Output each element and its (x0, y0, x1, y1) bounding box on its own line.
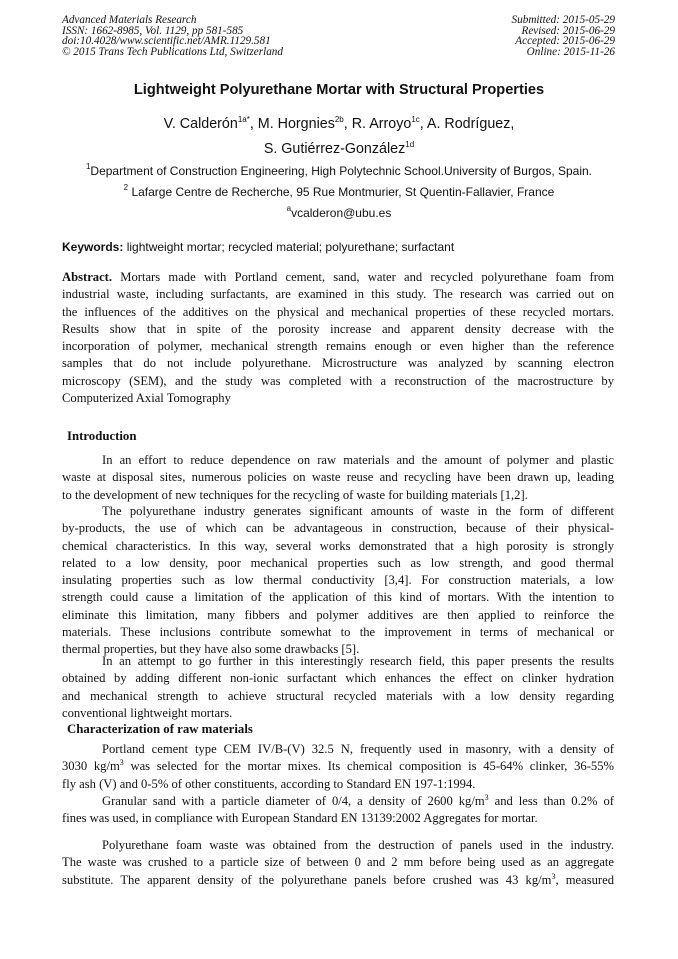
affiliation-text: Department of Construction Engineering, High Polytechnic School.University of Burgos, Spain. (90, 164, 593, 178)
intro-paragraph-3 (62, 653, 614, 722)
raw-materials-paragraph-1 (62, 741, 614, 793)
abstract-line: microscopy (SEM), and the study was completed with a reconstruction of the macrostructure by (62, 373, 614, 388)
author-list-line-2 (0, 141, 678, 158)
submission-dates (512, 15, 615, 57)
journal-name: Advanced Materials Research (62, 14, 197, 26)
abstract (62, 269, 614, 407)
journal-info (62, 15, 283, 57)
author-name: V. Calderón (163, 116, 238, 132)
author-sup: 1d (405, 140, 415, 149)
date-submitted: Submitted: 2015-05-29 (511, 14, 615, 26)
journal-issn: ISSN: 1662-8985, Vol. 1129, pp 581-585 (62, 24, 244, 37)
intro-paragraph-2 (62, 503, 614, 659)
date-online: Online: 2015-11-26 (526, 45, 615, 58)
date-accepted: Accepted: 2015-06-29 (515, 35, 615, 48)
paragraph-line: Polyurethane foam waste was obtained from the destruction of panels used in the industry. (102, 838, 614, 852)
paragraph-line: insulating properties such as low thermal conductivity [3,4]. For construction materials, a low (62, 573, 614, 588)
affiliation-2 (0, 185, 678, 199)
paper-title: Lightweight Polyurethane Mortar with Structural Properties (133, 82, 545, 98)
affiliation-sup: 2 (123, 183, 129, 192)
paragraph-line: The polyurethane industry generates significant amounts of waste in the form of different (102, 504, 614, 518)
abstract-line: Results show that in spite of the porosity increase and apparent density decrease with the (62, 321, 614, 336)
paragraph-line: and mechanical strength to achieve structural recycled materials with a low density regarding (62, 688, 614, 703)
paragraph-line: to the development of new techniques for the recycling of waste for building materials [1,2]. (62, 487, 528, 502)
journal-copyright: © 2015 Trans Tech Publications Ltd, Switzerland (62, 45, 283, 58)
author-name: M. Horgnies (257, 116, 335, 132)
author-name: R. Arroyo (351, 116, 412, 132)
keywords-label: Keywords: (62, 240, 124, 254)
paragraph-line: strength could cause a limitation of the application of this kind of mortars. With the intention to (62, 590, 614, 605)
paragraph-line: 3030 $kg/m^3$ was selected for the mortar mixes. Its chemical composition is 45-64% clinker, 36-55% (62, 758, 614, 774)
section-heading-raw-materials: Characterization of raw materials (67, 722, 253, 736)
raw-materials-paragraph-2 (62, 793, 614, 828)
abstract-line: the influences of the additives on the physical and mechanical properties of these recycled mortars. (62, 304, 614, 319)
paragraph-line: Portland cement type CEM IV/B-(V) 32.5 N, frequently used in masonry, with a density of (102, 742, 614, 756)
date-revised: Revised: 2015-06-29 (521, 24, 615, 37)
paragraph-line: In an attempt to go further in this interestingly research field, this paper presents the results (102, 654, 614, 668)
section-heading-introduction: Introduction (67, 429, 137, 443)
abstract-line: incorporation of polymer, mechanical strength remains enough or even higher than the reference (62, 339, 614, 354)
author-name: A. Rodríguez (426, 116, 511, 132)
paragraph-line: obtained by adding different non-ionic surfactant which enhances the effect on clinker hydration (62, 671, 614, 686)
author-list-line-1: V. Calderón$^{1a*}$, M. Horgnies$^{2b}$, R. Arroyo$^{1c}$, A. Rodríguez, (163, 115, 515, 132)
paragraph-line: The waste was crushed to a particle size of between 0 and 2 mm before being used as an aggregate (62, 855, 614, 870)
raw-materials-paragraph-3 (62, 837, 614, 889)
intro-paragraph-1 (62, 452, 614, 504)
keywords (62, 240, 454, 254)
paragraph-line: Granular sand with a particle diameter of 0/4, a density of 2600 $kg/m^3$ and less than 0.2% of (102, 793, 614, 808)
journal-doi: doi:10.4028/www.scientific.net/AMR.1129.581 (62, 35, 271, 48)
abstract-label: Abstract. (62, 270, 113, 284)
corresponding-email (0, 206, 678, 220)
paragraph-line: waste at disposal sites, numerous policies on waste reuse and recycling have been drawn up, leading (62, 470, 614, 485)
author-sup: 1a* (237, 115, 250, 124)
paragraph-line: thermal properties, but they have also some drawbacks [5]. (62, 642, 360, 657)
paragraph-line: In an effort to reduce dependence on raw materials and the amount of polymer and plastic (102, 453, 614, 467)
paragraph-line: conventional lightweight mortars. (62, 705, 233, 720)
abstract-line: Computerized Axial Tomography (62, 391, 231, 406)
affiliation-sup: 1 (85, 162, 91, 171)
email-link[interactable]: vcalderon@ubu.es (291, 206, 392, 220)
paragraph-line: chemical characteristics. In this way, several works demonstrated that a high porosity is strongly (62, 538, 614, 553)
keywords-text: lightweight mortar; recycled material; polyurethane; surfactant (123, 240, 455, 254)
affiliation-sup: a (286, 204, 292, 213)
affiliation-text: Lafarge Centre de Recherche, 95 Rue Montmurier, St Quentin-Fallavier, France (128, 185, 555, 199)
abstract-line: industrial waste, including surfactants, are examined in this study. The research was carried out on (62, 287, 614, 302)
affiliation-1 (0, 164, 678, 178)
author-sup: 1c (411, 115, 420, 124)
abstract-line: samples that do not include polyurethane. Microstructure was analyzed by scanning electron (62, 356, 614, 371)
paragraph-line: eliminate this limitation, many fibbers and polymer additives are then applied to reinforce the (62, 607, 614, 622)
paragraph-line: substitute. The apparent density of the polyurethane panels before crushed was 43 $kg/m^3$, measured (62, 871, 614, 887)
author-sup: 2b (334, 115, 344, 124)
paragraph-line: materials. These inclusions contribute somewhat to the improvement in terms of mechanical or (62, 625, 614, 640)
abstract-line: Abstract. Mortars made with Portland cement, sand, water and recycled polyurethane foam from (62, 270, 614, 284)
paragraph-line: fly ash (V) and 0-5% of other constituents, according to Standard EN 197-1:1994. (62, 776, 476, 791)
paragraph-line: fines was used, in compliance with European Standard EN 13139:2002 Aggregates for mortar. (62, 811, 538, 826)
paragraph-line: by-products, the use of which can be advantageous in construction, because of their physical- (62, 521, 614, 536)
paragraph-line: related to a low density, poor mechanical properties such as low strength, and good thermal (62, 555, 614, 570)
author-name: S. Gutiérrez-González (263, 141, 406, 157)
